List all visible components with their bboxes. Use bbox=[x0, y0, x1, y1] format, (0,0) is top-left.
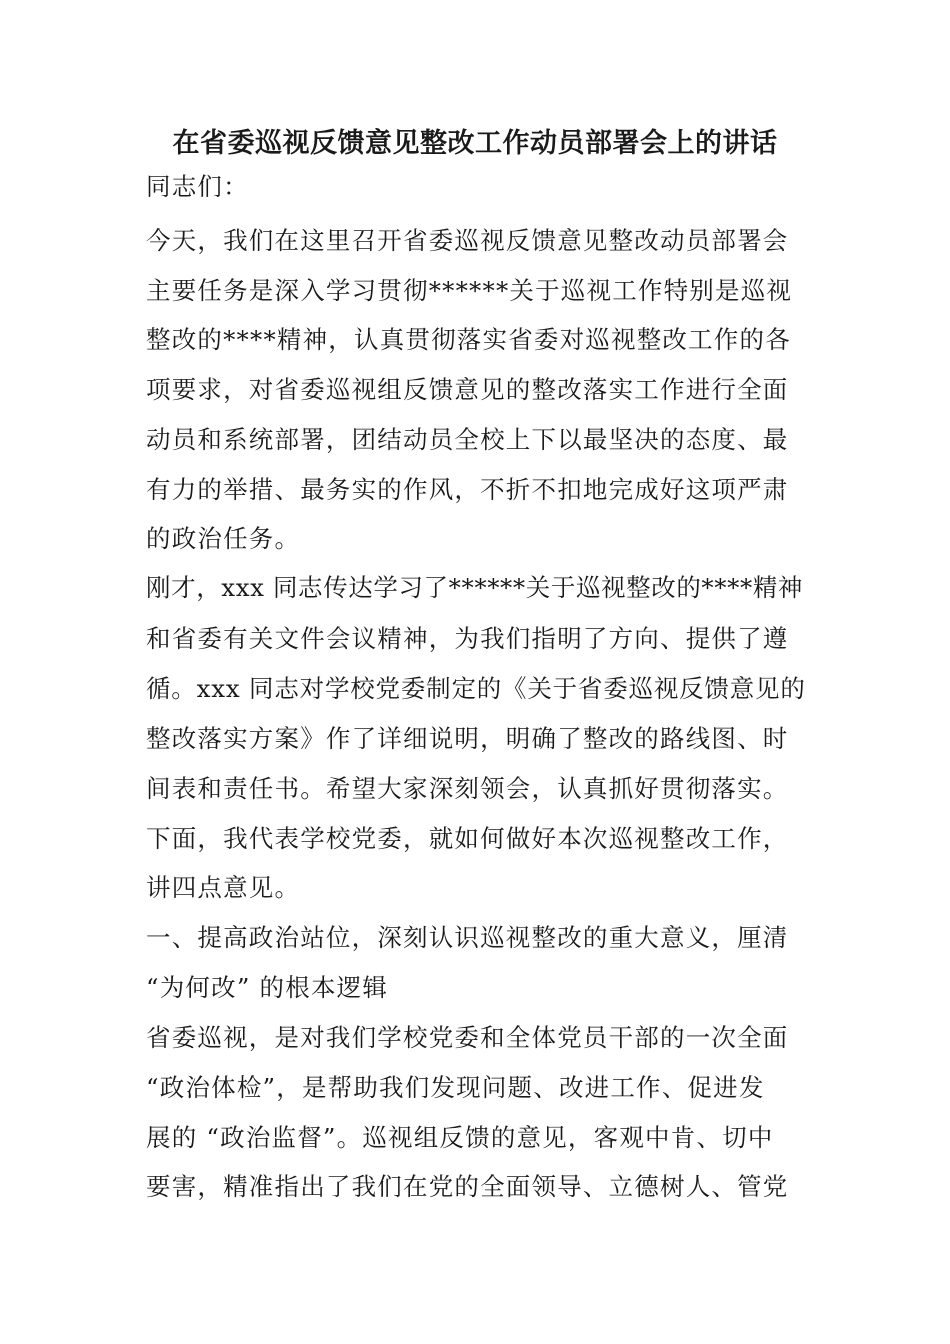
paragraph-2-line-4: 整改落实方案》作了详细说明，明确了整改的路线图、时 bbox=[146, 724, 789, 753]
section-1-heading-line-1: 一、提高政治站位，深刻认识巡视整改的重大意义，厘清 bbox=[146, 923, 789, 952]
paragraph-3-line-2: 讲四点意见。 bbox=[146, 873, 301, 902]
paragraph-2-line-1: 刚才，xxx 同志传达学习了******关于巡视整改的****精神 bbox=[146, 573, 804, 602]
paragraph-1-line-3: 整改的****精神，认真贯彻落实省委对巡视整改工作的各 bbox=[146, 325, 791, 354]
paragraph-1-line-6: 有力的举措、最务实的作风，不折不扣地完成好这项严肃 bbox=[146, 475, 789, 504]
paragraph-2-line-2: 和省委有关文件会议精神，为我们指明了方向、提供了遵 bbox=[146, 624, 789, 653]
paragraph-1-line-4: 项要求，对省委巡视组反馈意见的整改落实工作进行全面 bbox=[146, 375, 789, 404]
paragraph-4-line-4: 要害，精准指出了我们在党的全面领导、立德树人、管党 bbox=[146, 1172, 789, 1201]
paragraph-3-line-1: 下面，我代表学校党委，就如何做好本次巡视整改工作， bbox=[146, 824, 789, 853]
paragraph-2-line-3: 循。xxx 同志对学校党委制定的《关于省委巡视反馈意见的 bbox=[146, 674, 806, 703]
paragraph-2-line-5: 间表和责任书。希望大家深刻领会，认真抓好贯彻落实。 bbox=[146, 774, 789, 803]
salutation-line: 同志们： bbox=[146, 172, 249, 201]
paragraph-4-line-3: 展的 “政治监督”。巡视组反馈的意见，客观中肯、切中 bbox=[146, 1123, 774, 1152]
paragraph-1-line-1: 今天，我们在这里召开省委巡视反馈意见整改动员部署会 bbox=[146, 226, 789, 255]
paragraph-1-line-5: 动员和系统部署，团结动员全校上下以最坚决的态度、最 bbox=[146, 425, 789, 454]
paragraph-1-line-7: 的政治任务。 bbox=[146, 524, 301, 553]
section-1-heading-line-2: “为何改” 的根本逻辑 bbox=[146, 973, 389, 1002]
paragraph-4-line-1: 省委巡视，是对我们学校党委和全体党员干部的一次全面 bbox=[146, 1023, 789, 1052]
paragraph-4-line-2: “政治体检”，是帮助我们发现问题、改进工作、促进发 bbox=[146, 1073, 765, 1102]
document-title: 在省委巡视反馈意见整改工作动员部署会上的讲话 bbox=[172, 128, 778, 159]
paragraph-1-line-2: 主要任务是深入学习贯彻******关于巡视工作特别是巡视 bbox=[146, 276, 793, 305]
